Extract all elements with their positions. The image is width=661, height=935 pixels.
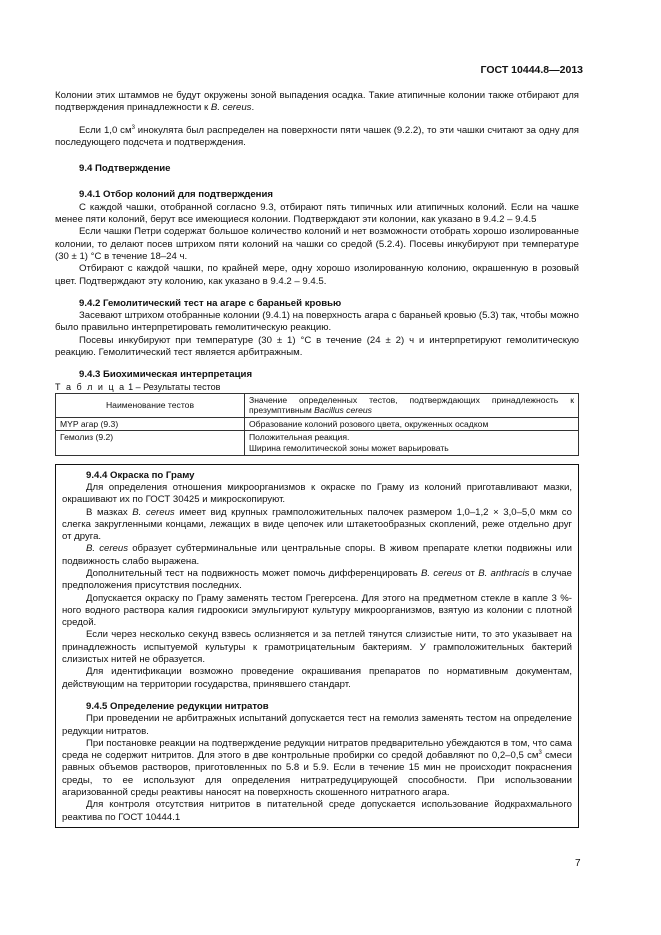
section-9-4-4-paragraph-2: В мазках B. cereus имеет вид крупных грамположительных палочек размером 1,0–1,2 × 3,0–5,0 мкм со слегка закругленными концами, лежащих в виде цепочек или штакетообразных скоплений, реже отдельно друг от друга.	[62, 506, 572, 543]
table-header-values: Значение определенных тестов, подтверждающих принадлежность к презумптивным Bacillus cereus	[245, 393, 579, 417]
results-table	[55, 393, 579, 456]
table-cell-test-value: Образование колоний розового цвета, окруженных осадком	[245, 417, 579, 431]
section-9-4-title: 9.4 Подтверждение	[79, 163, 171, 175]
page-number: 7	[575, 858, 581, 869]
boxed-section	[55, 464, 579, 828]
section-9-4-5-title: 9.4.5 Определение редукции нитратов	[86, 700, 269, 712]
standard-header: ГОСТ 10444.8—2013	[480, 64, 583, 76]
table-caption: Т а б л и ц а 1 – Результаты тестов	[55, 381, 221, 392]
section-9-4-5-paragraph-2: При постановке реакции на подтверждение редукции нитратов предварительно убеждаются в том, что сама среда не содержит нитритов. Для этого в две контрольные пробирки со средой добавляют по 0,2–0,5 $см^3$ смеси равных объемов растворов, приготовленных по 5.8 и 5.9. Если в течение 15 мин не происходит покраснения среды, то ее используют для определения нитратредуцирующей способности. При использовании агаризованной среды реактивы наносят на поверхность скошенного нитратного агара.	[62, 737, 572, 799]
section-9-4-4-title: 9.4.4 Окраска по Граму	[86, 469, 195, 481]
section-9-4-4-paragraph-3: B. cereus образует субтерминальные или центральные споры. В живом препарате клетки подвижны или подвижность слабо выражена.	[62, 543, 572, 567]
section-9-4-4-paragraph-5: Допускается окраску по Граму заменять тестом Грегерсена. Для этого на предметном стекле в капле 3 %-ного водного раствора калия гидроокиси эмульгируют культуру микроорганизмов, взятую из колонии с плотной средой.	[62, 592, 572, 629]
section-9-4-1-paragraph-2: Если чашки Петри содержат большое количество колоний и нет возможности отобрать хорошо изолированные колонии, то делают посев штрихом пяти колоний на чашки со средой (5.2.4). Посевы инкубируют при температуре (30 ± 1) °С в течение 18–24 ч.	[55, 226, 579, 262]
intro-paragraph-1: Колонии этих штаммов не будут окружены зоной выпадения осадка. Такие атипичные колонии также отбирают для подтверждения принадлежности к B. cereus.	[55, 90, 579, 114]
table-cell-test-name: Гемолиз (9.2)	[56, 431, 245, 455]
table-row	[56, 431, 579, 455]
section-9-4-1-title: 9.4.1 Отбор колоний для подтверждения	[79, 189, 273, 201]
document-body	[55, 90, 579, 828]
section-9-4-5-paragraph-1: При проведении не арбитражных испытаний допускается тест на гемолиз заменять тестом на определение редукции нитратов.	[62, 713, 572, 737]
section-9-4-2-paragraph-1: Засевают штрихом отобранные колонии (9.4.1) на поверхность агара с бараньей кровью (5.3) так, чтобы можно было правильно интерпретировать гемолитическую реакцию.	[55, 310, 579, 334]
intro-paragraph-2: Если 1,0 $см^3$ инокулята был распределен на поверхности пяти чашек (9.2.2), то эти чашки считают за одну для последующего подсчета и подтверждения.	[55, 124, 579, 148]
section-9-4-4-paragraph-4: Дополнительный тест на подвижность может помочь дифференцировать B. cereus от B. anthracis в случае предположения присутствия последних.	[62, 567, 572, 592]
section-9-4-2-paragraph-2: Посевы инкубируют при температуре (30 ± 1) °С в течение (24 ± 2) ч и интерпретируют гемолитическую реакцию. Гемолитический тест является арбитражным.	[55, 334, 579, 359]
section-9-4-3-title: 9.4.3 Биохимическая интерпретация	[79, 369, 253, 381]
section-9-4-1-paragraph-1: С каждой чашки, отобранной согласно 9.3, отбирают пять типичных или атипичных колоний. Если на чашке менее пяти колоний, берут все имеющиеся колонии. Подтверждают эти колонии, как указано в 9.4.2 – 9.4.5	[55, 201, 579, 226]
table-cell-test-value: Положительная реакция. Ширина гемолитической зоны может варьировать	[245, 431, 579, 455]
section-9-4-5-paragraph-3: Для контроля отсутствия нитритов в питательной среде допускается использование йодкрахмального реактива по ГОСТ 10444.1	[62, 799, 572, 823]
section-9-4-4-paragraph-1: Для определения отношения микроорганизмов к окраске по Граму из колоний приготавливают мазки, окрашивают их по ГОСТ 30425 и микроскопируют.	[62, 481, 572, 506]
table-cell-test-name: MYP агар (9.3)	[56, 417, 245, 431]
table-header-tests: Наименование тестов	[56, 393, 245, 417]
table-header-row	[56, 393, 579, 417]
section-9-4-4-paragraph-7: Для идентификации возможно проведение окрашивания препаратов по нормативным документам, действующим на территории государства, принявшего стандарт.	[62, 666, 572, 690]
section-9-4-1-paragraph-3: Отбирают с каждой чашки, по крайней мере, одну хорошо изолированную колонию, окрашенную в розовый цвет. Подтверждают эту колонию, как указано в 9.4.2 – 9.4.5.	[55, 263, 579, 287]
section-9-4-2-title: 9.4.2 Гемолитический тест на агаре с бараньей кровью	[79, 297, 342, 309]
table-row	[56, 417, 579, 431]
section-9-4-4-paragraph-6: Если через несколько секунд взвесь ослизняется и за петлей тянутся слизистые нити, то это указывает на принадлежность испытуемой культуры к грамотрицательным бактериям. У грамположительных бактерий слизистых нитей не образуется.	[62, 629, 572, 666]
